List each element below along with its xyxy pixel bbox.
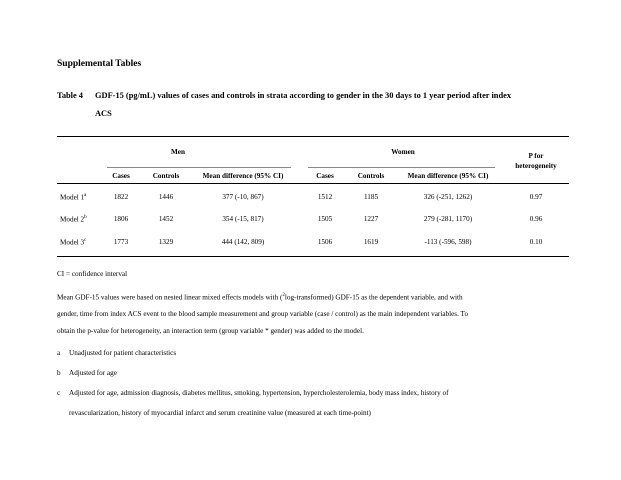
footnote-b: b Adjusted for age [57, 369, 117, 377]
caption-line-2: ACS [95, 109, 112, 118]
p-header-line-2: heterogeneity [515, 162, 557, 170]
row-label: Model 2$^b$ [60, 215, 87, 224]
women-cases: 1506 [317, 238, 333, 246]
row-label: Model 1$^a$ [60, 193, 87, 202]
women-cases: 1512 [317, 193, 333, 201]
ci-note: CI = confidence interval [57, 270, 128, 278]
table-top-rule [57, 136, 569, 137]
women-mean-diff: 279 (-281, 1170) [423, 215, 473, 223]
men-cases: 1822 [113, 193, 129, 201]
men-controls: 1446 [158, 193, 174, 201]
col-women-cases: Cases [316, 172, 334, 180]
women-group-header: Women [391, 148, 415, 156]
p-heterogeneity: 0.96 [529, 215, 543, 223]
col-men-mean-diff: Mean difference (95% CI) [202, 172, 284, 180]
row-label: Model 3$^c$ [60, 238, 87, 247]
methods-note-line-1: Mean GDF-15 values were based on nested linear mixed effects models with ($^2$log-transformed) GDF-15 as the dependent variable, and with [57, 293, 463, 302]
men-mean-diff: 377 (-10, 867) [222, 193, 264, 201]
col-women-controls: Controls [357, 172, 385, 180]
footnote-c-line-1: c Adjusted for age, admission diagnosis, diabetes mellitus, smoking, hypertension, hypercholesterolemia, body mass index, history of [57, 389, 449, 397]
men-group-header: Men [171, 148, 185, 156]
methods-note-line-3: obtain the p-value for heterogeneity, an interaction term (group variable * gender) was added to the model. [57, 327, 364, 335]
men-cases: 1773 [113, 238, 129, 246]
women-controls: 1227 [363, 215, 379, 223]
women-group-rule [308, 167, 495, 168]
women-controls: 1185 [363, 193, 379, 201]
footnote-c-line-2: revascularization, history of myocardial infarct and serum creatinine value (measured at each time-point) [69, 409, 371, 417]
col-women-mean-diff: Mean difference (95% CI) [407, 172, 489, 180]
women-controls: 1619 [363, 238, 379, 246]
table-caption [57, 87, 577, 123]
section-title: Supplemental Tables [57, 59, 142, 69]
men-controls: 1452 [158, 215, 174, 223]
women-cases: 1505 [317, 215, 333, 223]
men-mean-diff: 444 (142, 809) [221, 238, 265, 246]
caption-line-1: GDF-15 (pg/mL) values of cases and controls in strata according to gender in the 30 days to 1 year period after index [95, 91, 512, 100]
col-men-controls: Controls [152, 172, 180, 180]
women-mean-diff: 326 (-251, 1262) [423, 193, 473, 201]
men-group-rule [107, 167, 291, 168]
methods-note-line-2: gender, time from index ACS event to the blood sample measurement and group variable (case / control) as the main independent variables. To [57, 310, 469, 318]
men-cases: 1806 [113, 215, 129, 223]
table-header-rule [57, 183, 569, 184]
men-mean-diff: 354 (-15, 817) [222, 215, 264, 223]
footnote-a: a Unadjusted for patient characteristics [57, 349, 177, 357]
p-header-line-1: P for [528, 152, 544, 160]
col-men-cases: Cases [112, 172, 130, 180]
women-mean-diff: -113 (-596, 598) [424, 238, 472, 246]
p-heterogeneity: 0.10 [529, 238, 543, 246]
p-heterogeneity: 0.97 [529, 193, 543, 201]
table-number: Table 4 [57, 91, 83, 100]
men-controls: 1329 [158, 238, 174, 246]
table-bottom-rule [57, 256, 569, 257]
